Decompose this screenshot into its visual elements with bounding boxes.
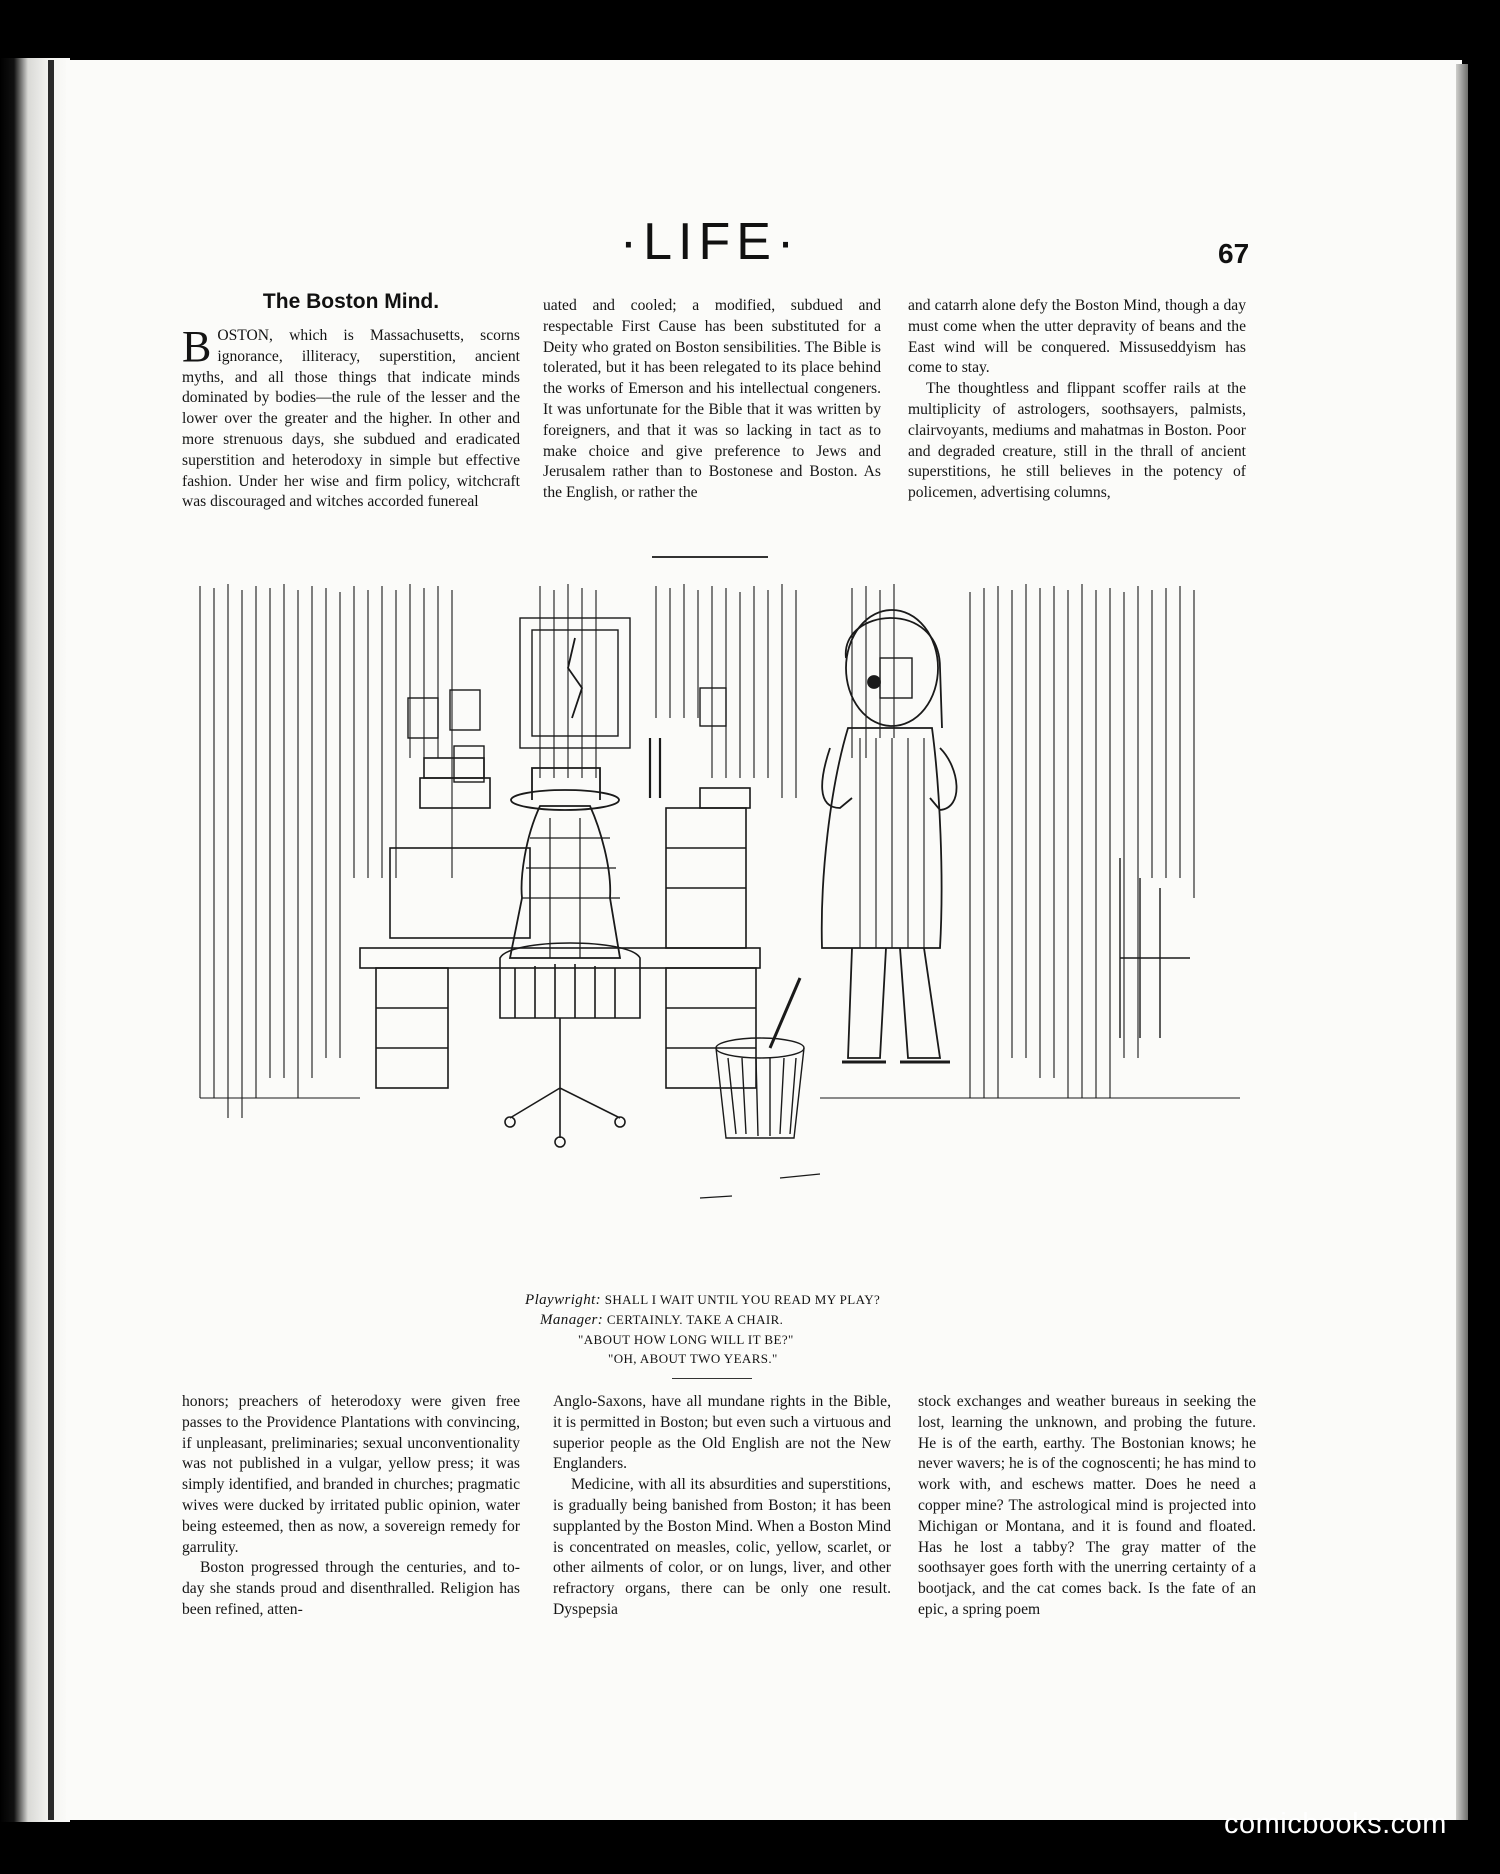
caption-speaker: Manager:: [540, 1312, 604, 1328]
caption-line: [440, 1310, 1000, 1330]
caption-line: [440, 1290, 1000, 1310]
column-paragraph: stock exchanges and weather bureaus in seeking the lost, learning the unknown, and probing the future. He is of the earth, earthy. The Bostonian knows; he never wavers; he is of the cognoscenti; he has mind to work with, and eschews matter. Does he need a copper mine? The astrological mind is projected into Michigan or Montana, and it is found and floated. Has he lost a tabby? The gray matter of the soothsayer goes forth with the unerring certainty of a bootjack, and the cat comes back. Is the fate of an epic, a spring poem: [918, 1393, 1256, 1618]
section-divider: [652, 556, 768, 558]
caption-speaker: Playwright:: [525, 1292, 602, 1308]
article-column-3: [908, 296, 1246, 504]
caption-text: CERTAINLY. TAKE A CHAIR.: [606, 1312, 784, 1327]
standing-manager: [822, 610, 957, 1062]
background-chair: [1120, 858, 1190, 1038]
page-edge: [1456, 64, 1468, 1820]
wall-frame-large: [520, 618, 630, 748]
article-headline: The Boston Mind.: [262, 290, 440, 313]
seated-playwright: [510, 768, 620, 958]
article-column-6: [918, 1392, 1256, 1621]
illustration-caption: [440, 1290, 1000, 1368]
caption-text: SHALL I WAIT UNTIL YOU READ MY PLAY?: [604, 1292, 881, 1307]
masthead-title: ·LIFE·: [619, 213, 801, 271]
column-paragraph: honors; preachers of heterodoxy were given free passes to the Providence Plantations with convincing, if unpleasant, preliminaries; sexual unconventionality was not published in a vulgar, yellow press; it was simply identified, and branded in churches; pragmatic wives were ducked by irritated public opinion, water being esteemed, then as now, a sovereign remedy for garrulity.: [182, 1393, 520, 1556]
drop-cap: B: [182, 322, 212, 371]
gutter-shadow: [48, 60, 54, 1820]
column-paragraph: The thoughtless and flippant scoffer rails at the multiplicity of astrologers, soothsayers, palmists, clairvoyants, mediums and mahatmas in Boston. Poor and degraded creature, still in the thrall of ancient superstitions, he still believes in the potency of policemen, advertising columns,: [908, 380, 1246, 502]
column-paragraph: Boston progressed through the centuries, and to-day she stands proud and disenthralled. Religion has been refined, atten-: [182, 1559, 520, 1618]
column-paragraph: [182, 322, 520, 513]
office-chair: [500, 943, 640, 1147]
article-column-4: [182, 1392, 520, 1621]
column-paragraph: uated and cooled; a modified, subdued and respectable First Cause has been substituted for a Deity who grated on Boston sensibilities. The Bible is tolerated, but it has been relegated to its place behind the works of Emerson and his intellectual congeners. It was unfortunate for the Bible that it was written by foreigners, and that it was so lacking in tact as to make choice and give preference to Jews and Jerusalem rather than to Bostonese and Boston. As the English, or rather the: [543, 297, 881, 502]
source-watermark: comicbooks.com: [1224, 1808, 1447, 1840]
column-paragraph: Anglo-Saxons, have all mundane rights in the Bible, it is permitted in Boston; but even such a virtuous and superior people as the Old English are not the New Englanders.: [553, 1393, 891, 1473]
column-paragraph: Medicine, with all its absurdities and superstitions, is gradually being banished from Boston; it has been supplanted by the Boston Mind. When a Boston Mind is concentrated on measles, colic, yellow, scarlet, or other ailments of color, or on lungs, liver, and other refractory organs, there can be only one result. Dyspepsia: [553, 1476, 891, 1618]
caption-line: "OH, ABOUT TWO YEARS.": [608, 1351, 778, 1366]
cartoon-illustration: [180, 578, 1258, 1278]
binding-spine: [0, 58, 70, 1822]
wall-hatching: [200, 584, 1194, 1118]
wall-frame-small: [408, 698, 438, 738]
caption-line: "ABOUT HOW LONG WILL IT BE?": [578, 1332, 794, 1347]
wastebasket: [716, 978, 804, 1138]
article-column-5: [553, 1392, 891, 1621]
article-column-2: [543, 296, 881, 504]
paragraph-text: OSTON, which is Massachusetts, scorns ignorance, illiteracy, superstition, ancient myths, and all those things that indicate minds dominated by bodies—the rule of the lesser and the lower over the greater and the higher. In other and more strenuous days, she subdued and eradicated superstition and heterodoxy in simple but effective fashion. Under her wise and firm policy, witchcraft was discouraged and witches accorded funereal: [182, 327, 520, 511]
column-paragraph: and catarrh alone defy the Boston Mind, though a day must come when the utter depravity of beans and the East wind will be conquered. Missuseddyism has come to stay.: [908, 297, 1246, 377]
article-column-1: [182, 322, 520, 513]
caption-divider: [672, 1378, 752, 1379]
page-number: 67: [1218, 238, 1250, 269]
